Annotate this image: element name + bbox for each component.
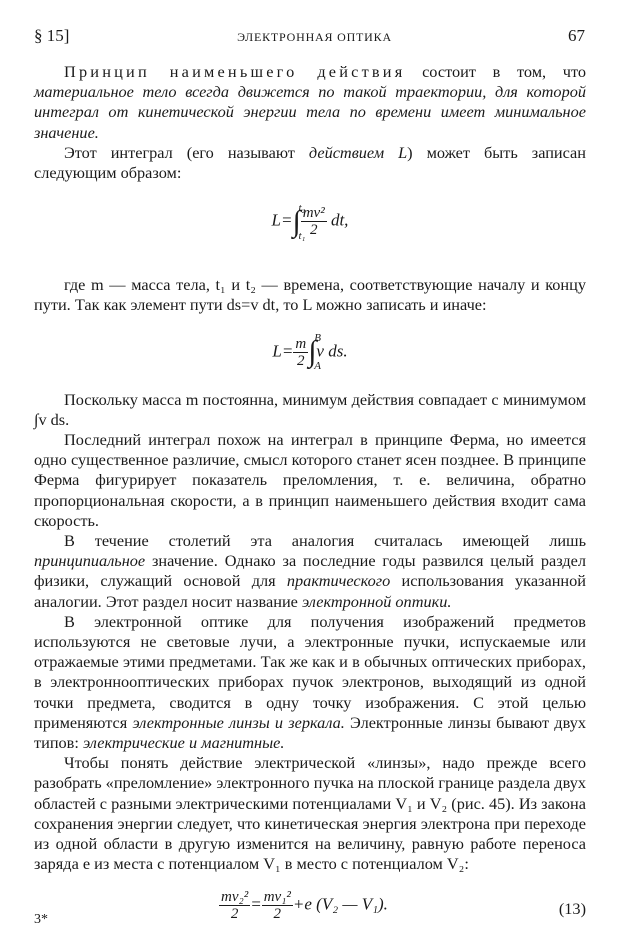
spaced-term: Принцип наименьшего действия [64,62,406,81]
paragraph-mass-constant: Поскольку масса m постоянна, минимум действия совпадает с минимумом ∫v ds. [34,389,586,429]
paragraph-fermat: Последний интеграл похож на интеграл в принципе Ферма, но имеется одно существенное различие, смысл которого станет ясен позднее. В принципе Ферма фигурирует показатель преломления, т. е. величина, обратно пропорциональная скорости, а в принцип наименьшего действия входит сама скорость. [34,430,586,530]
section-marker: § 15] [34,26,70,45]
equation-number: (13) [558,898,586,918]
formula-action-path: L= $\frac{m}{2}$ ∫ B A v ds. [272,332,348,373]
paragraph-refraction: Чтобы понять действие электрической «линзы», надо прежде всего разобрать «преломление» электронного пучка на плоской границе раздела двух областей с разными электрическими потенциалами V₁ и V₂ (рис. 45). Из закона сохранения энергии следует, что кинетическая энергия электрона при переходе из одной области в другую изменится на величину, равную работе переноса заряда e из места с потенциалом V₁ в место с потенциалом V₂: [34,753,587,874]
page-number: 67 [568,26,585,45]
fraction: $\frac{m}{2}$ [295,335,307,369]
paragraph-analogy: В течение столетий эта аналогия считалась имеющей лишь принципиальное значение. Однако за последние годы развился целый раздел физики, служащий основой для практического использования указанной аналогии. Этот раздел носит название электронной оптики. [34,531,586,611]
paragraph-definitions: где m — масса тела, t₁ и t₂ — времена, соответствующие началу и концу пути. Так как элемент пути ds=v dt, то L можно записать и иначе: [34,275,586,315]
fraction: $\frac{\text{mv₂²}}{2}$ [221,888,249,922]
running-title: ЭЛЕКТРОННАЯ ОПТИКА [237,30,392,44]
page-body [34,62,586,935]
signature-mark: 3* [34,912,48,927]
formula-energy-conservation: $\frac{\text{mv₂²}}{2}$ = $\frac{\text{mv₁²}}{2}$ +e (V₂ — V₁). (13) [221,888,586,922]
principle-statement: материальное тело всегда движется по такой траектории, для которой интеграл от кинетической энергии тела по времени имеет минимальное значение. [34,82,586,142]
formula-action-integral: L=∫ t₂ t₁ $\frac{\text{mv²}}{2}$ dt, [271,201,349,242]
paragraph-electron-optics: В электронной оптике для получения изображений предметов используются не световые лучи, а электронные пучки, испускаемые или отражаемые этими предметами. Так же как и в обычных оптических приборах, в электроннооптических приборах пучок электронов, выходящий из одной точки предмета, сводится в одну точку изображения. С этой целью применяются электронные линзы и зеркала. Электронные линзы бывают двух типов: электрические и магнитные. [34,611,586,753]
fraction: $\frac{\text{mv²}}{2}$ [302,205,325,239]
paragraph-integral: Этот интеграл (его называют действием L) может быть записан следующим образом: [34,142,586,183]
paragraph-least-action: Принцип наименьшего действия состоит в том, что материальное тело всегда движется по такой траектории, для которой интеграл от кинетической энергии тела по времени имеет минимальное значение. [34,62,587,142]
integral-sign: ∫ t₂ t₁ [292,201,306,242]
fraction: $\frac{\text{mv₁²}}{2}$ [263,888,291,922]
integral-sign: ∫ B A [308,332,321,373]
